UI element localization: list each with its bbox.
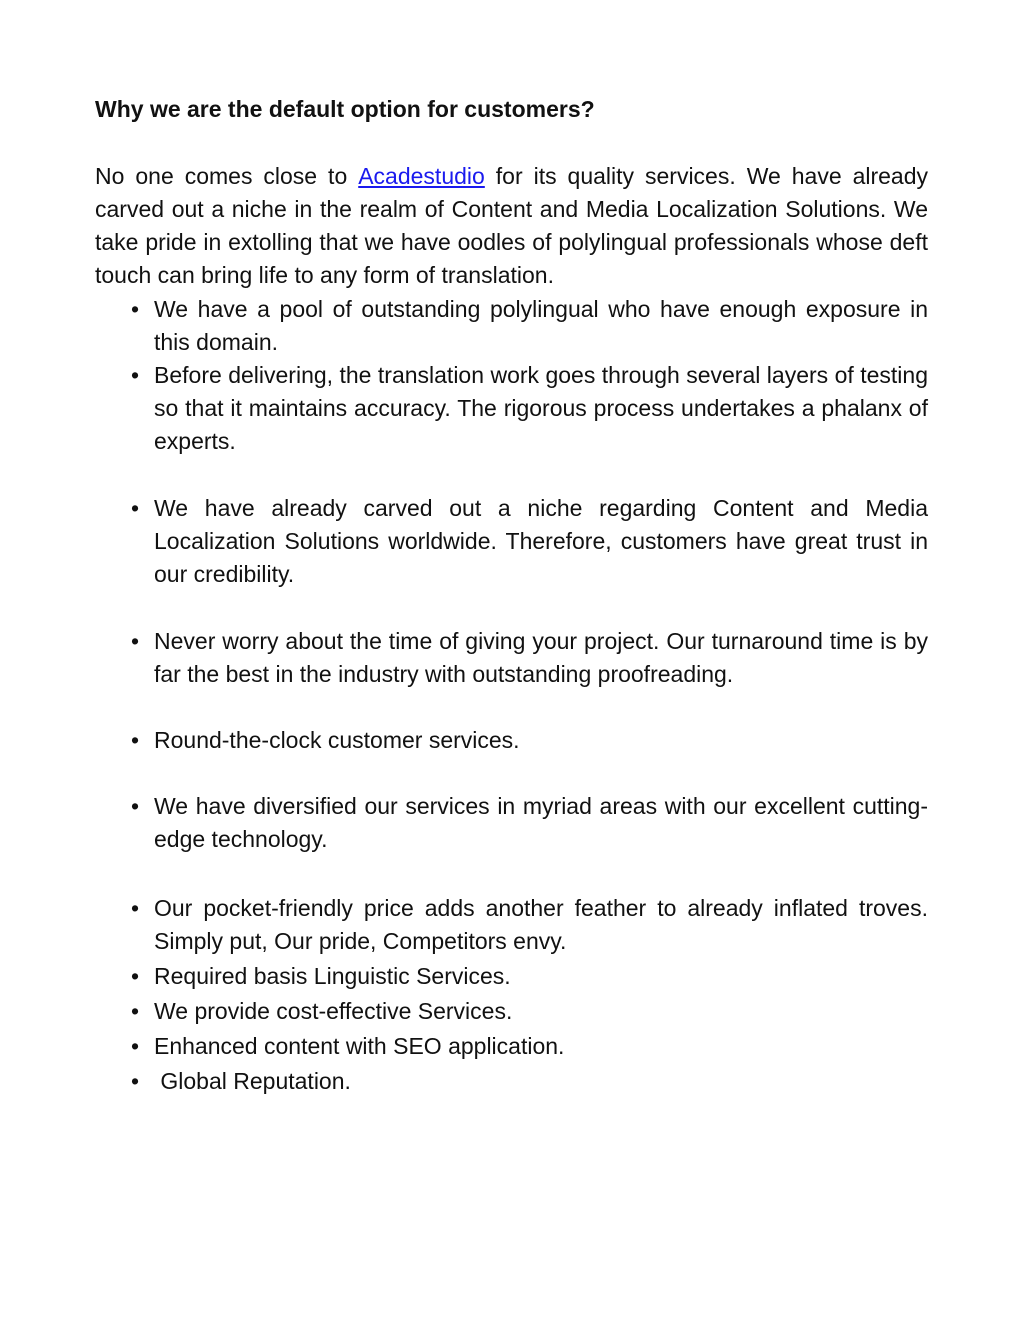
list-item-text: Round-the-clock customer services. xyxy=(154,727,520,753)
bullet-icon: • xyxy=(131,793,140,819)
list-item-text: We have a pool of outstanding polylingual who have enough exposure in this domain. xyxy=(154,296,928,355)
bullet-icon: • xyxy=(131,727,140,753)
intro-text-after-link: for its quality services. We have already carved out a niche in the realm of Content and Media Localization Solutions. We take pride in extolling that we have oodles of polylingual professionals whose deft touch can bring life to any form of translation. xyxy=(95,163,929,288)
bullet-icon: • xyxy=(131,963,140,989)
bullet-icon: • xyxy=(131,1033,140,1059)
list-item-text: Our pocket-friendly price adds another feather to already inflated troves. Simply put, Our pride, Competitors envy. xyxy=(154,895,928,954)
list-item-text: We have diversified our services in myriad areas with our excellent cutting-edge technology. xyxy=(154,793,928,852)
document-heading: Why we are the default option for customers? xyxy=(95,96,595,122)
bullet-icon: • xyxy=(131,495,140,521)
intro-paragraph xyxy=(95,160,928,292)
list-item-text: Enhanced content with SEO application. xyxy=(154,1033,565,1059)
list-item-text: Never worry about the time of giving your project. Our turnaround time is by far the best in the industry with outstanding proofreading. xyxy=(154,628,928,687)
bullet-icon: • xyxy=(131,998,140,1024)
list-item-text: We have already carved out a niche regarding Content and Media Localization Solutions worldwide. Therefore, customers have great trust in our credibility. xyxy=(154,495,928,587)
list-item-text: We provide cost-effective Services. xyxy=(154,998,513,1024)
bullet-icon: • xyxy=(131,362,140,388)
list-item-text: Global Reputation. xyxy=(154,1068,351,1094)
intro-text-before-link: No one comes close to xyxy=(95,163,348,189)
bullet-icon: • xyxy=(131,895,140,921)
bullet-icon: • xyxy=(131,1068,140,1094)
acadestudio-link[interactable]: Acadestudio xyxy=(358,163,485,189)
bullet-icon: • xyxy=(131,296,140,322)
list-item-text: Required basis Linguistic Services. xyxy=(154,963,511,989)
list-item-text: Before delivering, the translation work goes through several layers of testing so that it maintains accuracy. The rigorous process undertakes a phalanx of experts. xyxy=(154,362,928,454)
bullet-icon: • xyxy=(131,628,140,654)
